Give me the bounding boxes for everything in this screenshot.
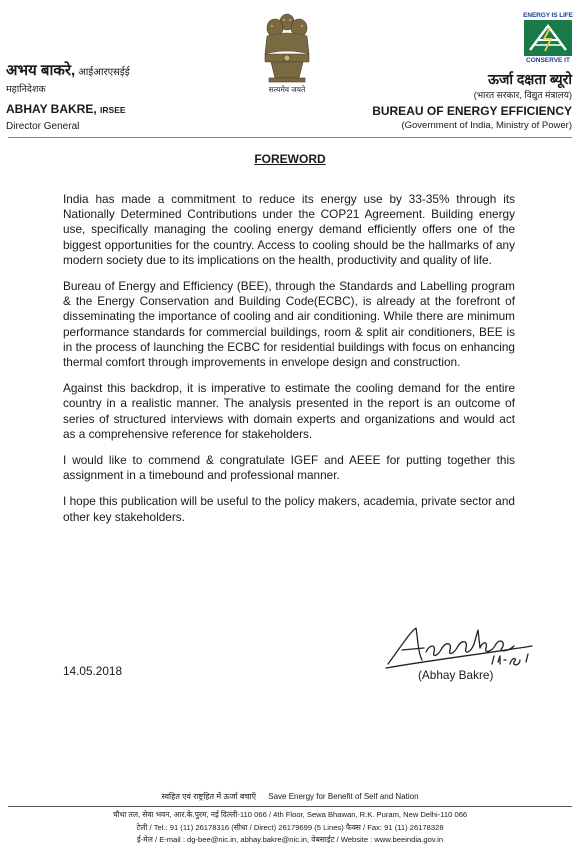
organization-name-hindi: ऊर्जा दक्षता ब्यूरो [487, 71, 572, 87]
footer-divider [8, 806, 572, 807]
organization-block [332, 70, 572, 132]
footer-slogan [0, 791, 580, 802]
signatory-name: (Abhay Bakre) [418, 668, 494, 682]
logo-bottom-text: CONSERVE IT [526, 57, 570, 64]
sender-name-english: ABHAY BAKRE, IRSEE [6, 102, 126, 116]
sender-qualification-hindi: आईआरएसईई [78, 67, 130, 78]
bee-logo-icon [524, 20, 572, 56]
sender-title-hindi: महानिदेशक [6, 84, 46, 95]
footer-contact [0, 809, 580, 847]
sender-block [6, 62, 226, 133]
organization-parent-hindi: (भारत सरकार, विद्युत मंत्रालय) [473, 90, 572, 100]
body-paragraph: Bureau of Energy and Efficiency (BEE), through the Standards and Labelling program & the Energy Conservation and Building Code(ECBC), is already at the forefront of disseminating the importance of cooling and air conditioning. While there are minimum performance standards for commercial buildings, room & split air conditioners, BEE is in the process of launching the ECBC for residential buildings with focus on enhancing thermal comfort through improvements in envelope design and construction. [63, 279, 515, 370]
sender-name-hindi: अभय बाकरे, आईआरएसईई [6, 62, 130, 79]
bee-logo [522, 12, 574, 64]
footer-slogan-english: Save Energy for Benefit of Self and Nation [268, 792, 419, 801]
organization-parent-english: (Government of India, Ministry of Power) [401, 120, 572, 131]
body-paragraph: India has made a commitment to reduce its energy use by 33-35% through its Nationally Determined Contributions under the COP21 Agreement. Building energy use, specifically managing the cooling energy demand efficiently offers one of the biggest opportunities for the country. Access to cooling should be the hallmarks of any modern society due to its implications on the health, productivity and quality of life. [63, 192, 515, 267]
body-paragraph: I would like to commend & congratulate IGEF and AEEE for putting together this assignment in a timebound and professional manner. [63, 453, 515, 483]
sender-title-english: Director General [6, 121, 80, 132]
emblem-motto: सत्यमेव जयते [268, 85, 306, 94]
body-paragraph: Against this backdrop, it is imperative to estimate the cooling demand for the entire country in a realistic manner. The analysis presented in the report is an outcome of series of structured interviews with domain experts and organizations and would act as a comprehensive reference for stakeholders. [63, 381, 515, 441]
footer-slogan-hindi: स्वहित एवं राष्ट्रहित में ऊर्जा बचाएँ [161, 792, 256, 801]
organization-name-english: BUREAU OF ENERGY EFFICIENCY [372, 104, 572, 118]
body-paragraph: I hope this publication will be useful to the policy makers, academia, private sector and other key stakeholders. [63, 494, 515, 524]
document-body [63, 192, 515, 525]
footer-phone: टेली / Tel.: 91 (11) 26178316 (सीधा / Direct) 26179699 (5 Lines) फैक्स / Fax: 91 (11) 26178328 [136, 822, 444, 832]
document-title: FOREWORD [254, 152, 326, 166]
logo-top-text: ENERGY IS LIFE [523, 12, 573, 19]
header-divider [8, 137, 572, 138]
footer-email-web: ई-मेल / E-mail : dg-bee@nic.in, abhay.bakre@nic.in, वेबसाईट / Website : www.beeindia.gov.in [136, 835, 444, 844]
document-date: 14.05.2018 [63, 664, 123, 678]
sender-qualification-english: IRSEE [100, 105, 126, 115]
tower-icon [524, 20, 572, 56]
national-emblem-icon [257, 8, 317, 88]
footer-address: चौथा तल, सेवा भवन, आर.के.पुरम, नई दिल्ली-110 066 / 4th Floor, Sewa Bhawan, R.K. Puram, New Delhi-110 066 [112, 810, 468, 819]
